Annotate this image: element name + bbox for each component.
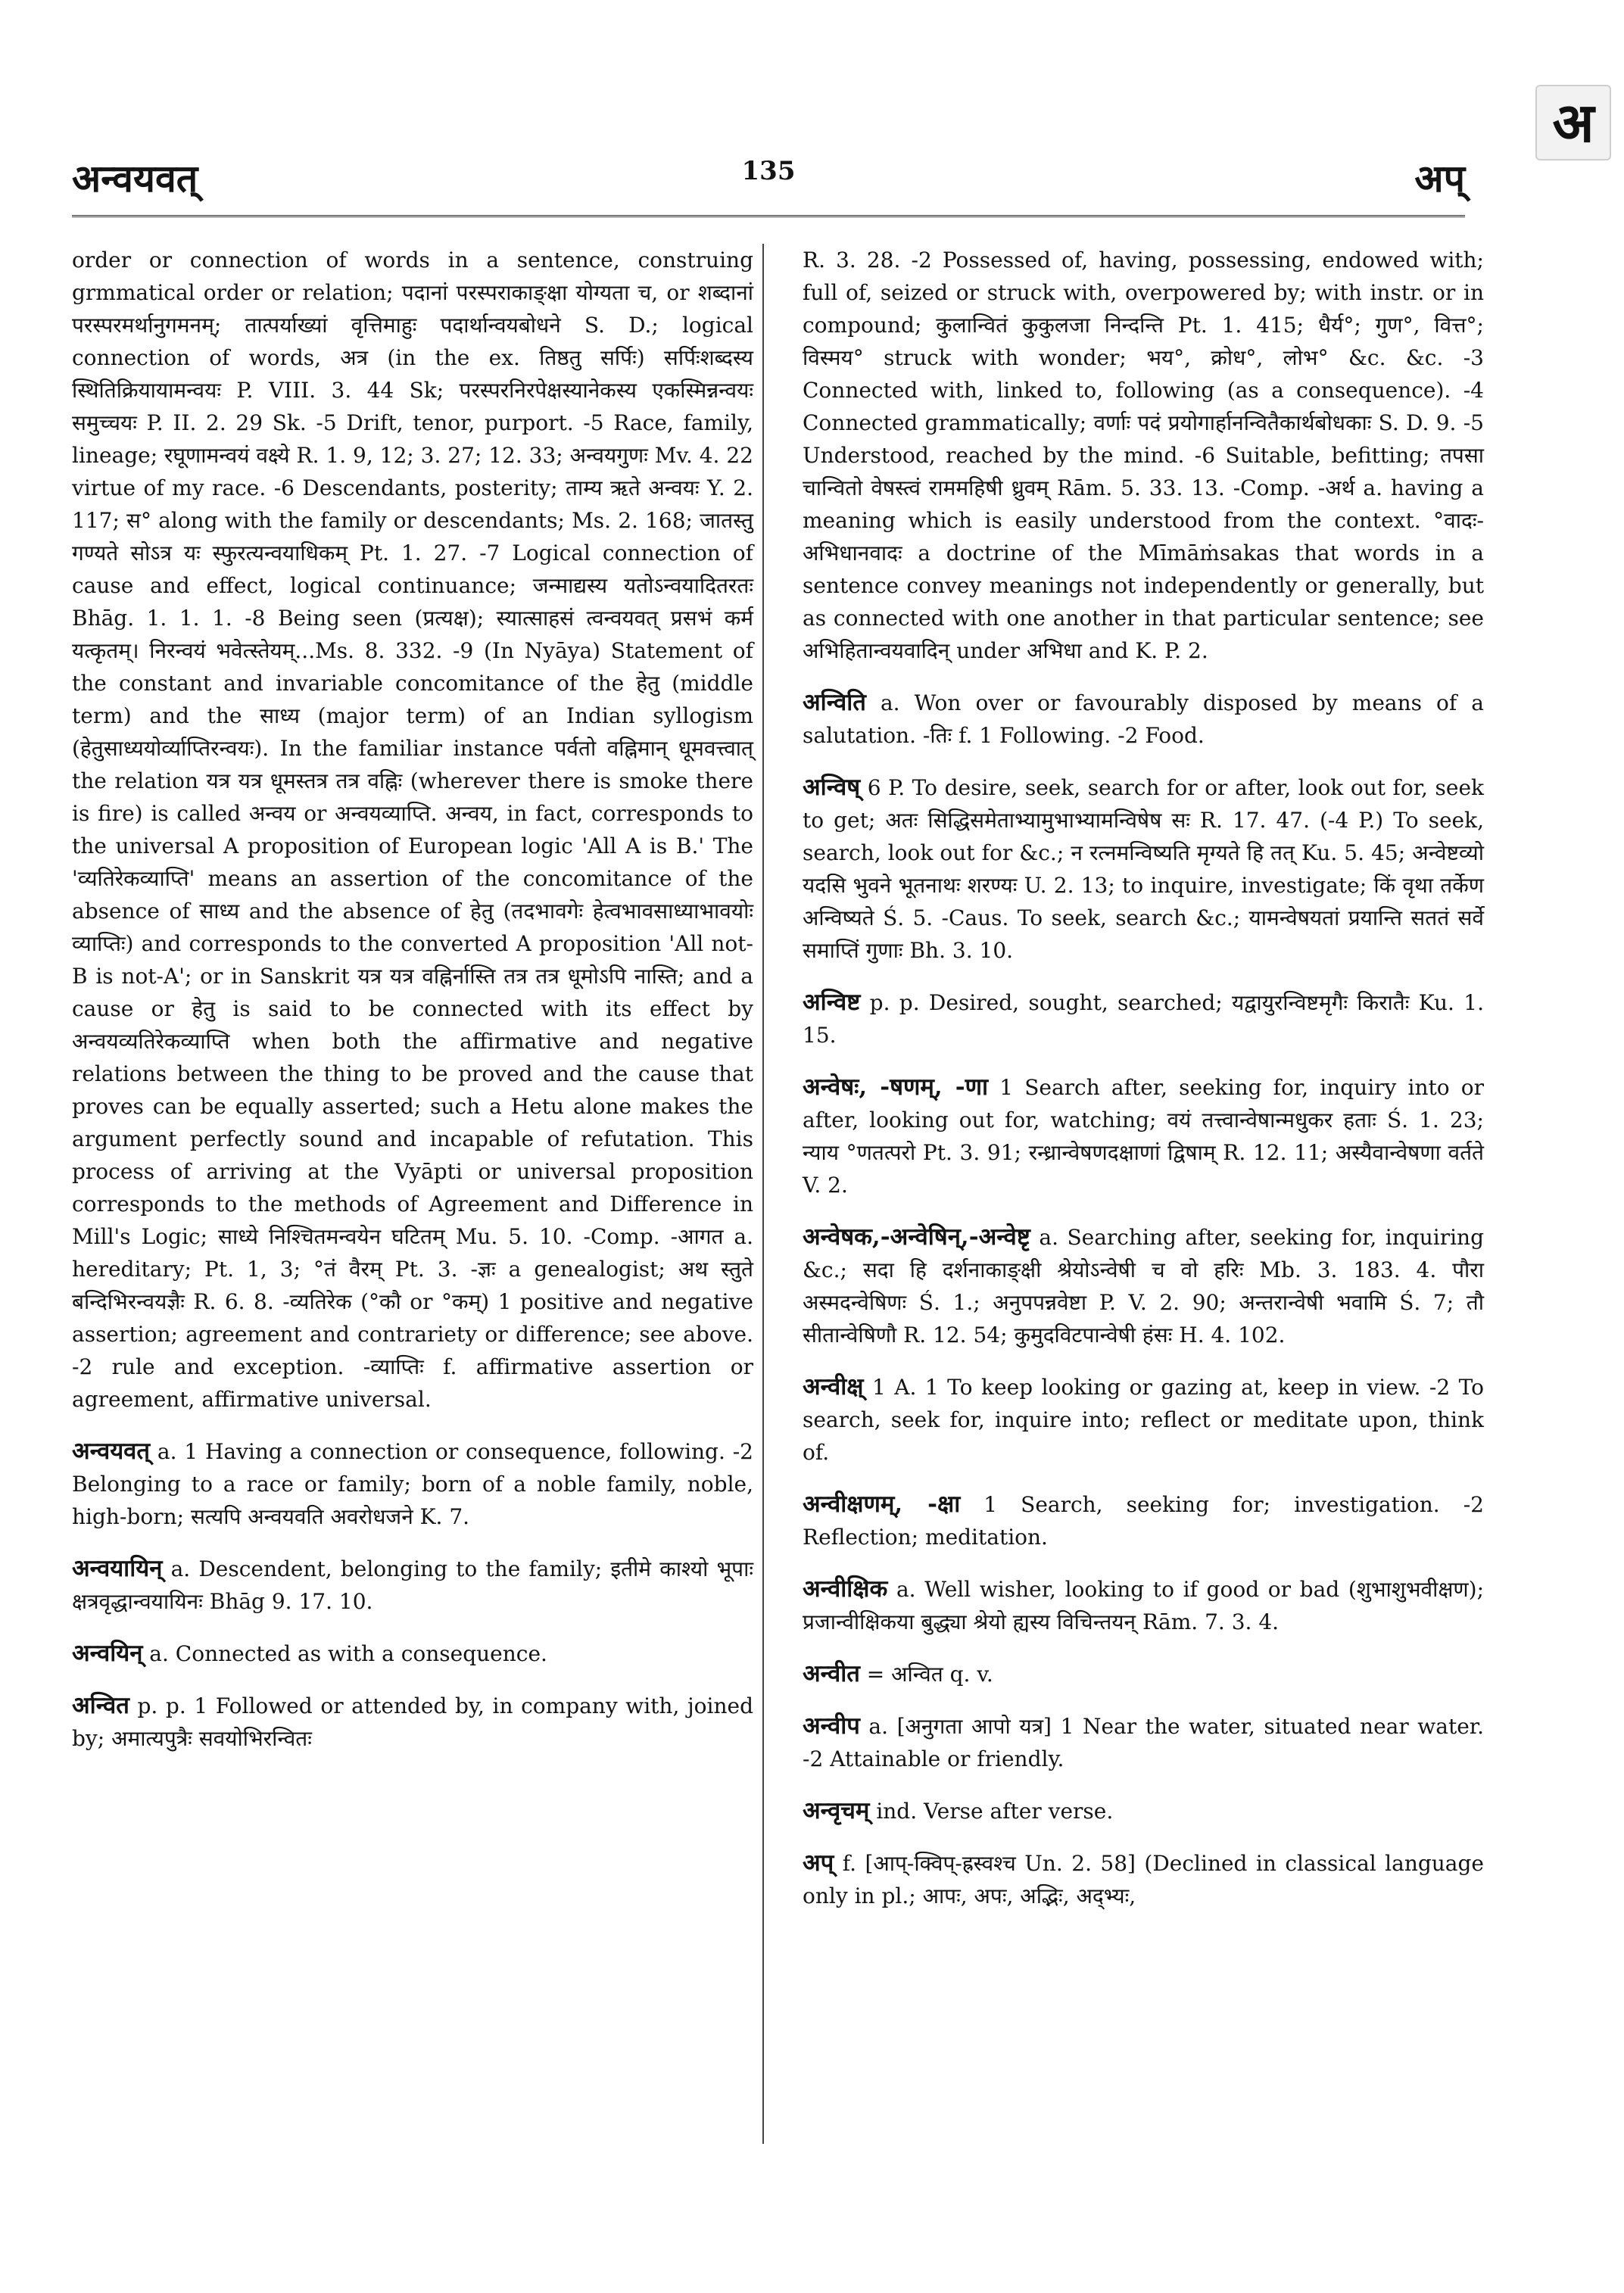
entry [803, 771, 1484, 967]
entry-text: a. Well wisher, looking to if good or bad (शुभाशुभवीक्षण); प्रजान्वीक्षिकया बुद्ध्या श्रेयो ह्यस्य विचिन्तयन् Rām. 7. 3. 4. [803, 1577, 1484, 1634]
entry-headword: अन्वेषः, -षणम्, -णा [803, 1073, 989, 1101]
entry-headword: अन्विति [803, 689, 866, 716]
entry-text: a. Searching after, seeking for, inquiring &c.; सदा हि दर्शनाकाङ्क्षी श्रेयोऽन्वेषी च वो हरिः Mb. 3. 183. 4. पौरा अस्मदन्वेषिणः Ś. 1.; अनुपपन्नवेष्टा P. V. 2. 90; अन्तरान्वेषी भवामि Ś. 7; तौ सीतान्वेषिणौ R. 12. 54; कुमुदविटपान्वेषी हंसः H. 4. 102. [803, 1225, 1484, 1347]
entry [803, 1795, 1484, 1827]
right-guide-word: अप् [1414, 156, 1465, 201]
entry-headword: अन्वीक्षणम्, -क्षा [803, 1491, 961, 1518]
entry-headword: अन्वृचम् [803, 1797, 870, 1824]
running-head [72, 151, 1465, 204]
entry [803, 1658, 1484, 1690]
entry [72, 1553, 753, 1618]
entry-headword: अन्विष् [803, 774, 861, 801]
entry-text: f. [आप्-क्विप्-ह्रस्वश्च Un. 2. 58] (Declined in classical language only in pl.; आपः, अपः, अद्भिः, अद्भ्यः, [803, 1851, 1484, 1908]
entry-text: a. Won over or favourably disposed by means of a salutation. -तिः f. 1 Following. -2 Food. [803, 690, 1484, 748]
entry-text: p. p. Desired, sought, searched; यद्वायुरन्विष्टमृगैः किरातैः Ku. 1. 15. [803, 990, 1484, 1048]
entry-text: order or connection of words in a sentence, construing grmmatical order or relation; पदानां परस्पराकाङ्क्षा योग्यता च, or शब्दानां परस्परमर्थानुगमनम्; तात्पर्याख्यां वृत्तिमाहुः पदार्थान्वयबोधने S. D.; logical connection of words, अत्र (in the ex. तिष्ठतु सर्पिः) सर्पिःशब्दस्य स्थितिक्रियायामन्वयः P. VIII. 3. 44 Sk; परस्परनिरपेक्षस्यानेकस्य एकस्मिन्नन्वयः समुच्चयः P. II. 2. 29 Sk. -5 Drift, tenor, purport. -5 Race, family, lineage; रघूणामन्वयं वक्ष्ये R. 1. 9, 12; 3. 27; 12. 33; अन्वयगुणः Mv. 4. 22 virtue of my race. -6 Descendants, posterity; ताम्य ऋते अन्वयः Y. 2. 117; स° along with the family or descendants; Ms. 2. 168; जातस्तु गण्यते सोऽत्र यः स्फुरत्यन्वयाधिकम् Pt. 1. 27. -7 Logical connection of cause and effect, logical continuance; जन्माद्यस्य यतोऽन्वयादितरतः Bhāg. 1. 1. 1. -8 Being seen (प्रत्यक्ष); स्यात्साहसं त्वन्वयवत् प्रसभं कर्म यत्कृतम्। निरन्वयं भवेत्स्तेयम्...Ms. 8. 332. -9 (In Nyāya) Statement of the constant and invariable concomitance of the हेतु (middle term) and the साध्य (major term) of an Indian syllogism (हेतुसाध्ययोर्व्याप्तिरन्वयः). In the familiar instance पर्वतो वह्निमान् धूमवत्त्वात् the relation यत्र यत्र धूमस्तत्र तत्र वह्निः (wherever there is smoke there is fire) is called अन्वय or अन्वयव्याप्ति. अन्वय, in fact, corresponds to the universal A proposition of European logic 'All A is B.' The 'व्यतिरेकव्याप्ति' means an assertion of the concomitance of the absence of साध्य and the absence of हेतु (तदभावगेः हेत्वभावसाध्याभावयोः व्याप्तिः) and corresponds to the converted A proposition 'All not-B is not-A'; or in Sanskrit यत्र यत्र वह्निर्नास्ति तत्र तत्र धूमोऽपि नास्ति; and a cause or हेतु is said to be connected with its effect by अन्वयव्यतिरेकव्याप्ति when both the affirmative and negative relations between the thing to be proved and the cause that proves can be equally asserted; such a Hetu alone makes the argument perfectly sound and incapable of refutation. This process of arriving at the Vyāpti or universal proposition corresponds to the methods of Agreement and Difference in Mill's Logic; साध्ये निश्चितमन्वयेन घटितम् Mu. 5. 10. -Comp. -आगत a. hereditary; Pt. 1, 3; °तं वैरम् Pt. 3. -ज्ञः a genealogist; अथ स्तुते बन्दिभिरन्वयज्ञैः R. 6. 8. -व्यतिरेक (°कौ or °कम्) 1 positive and negative assertion; agreement and contrariety or difference; see above. -2 rule and exception. -व्याप्तिः f. affirmative assertion or agreement, affirmative universal. [72, 248, 753, 1412]
entry-continued [803, 244, 1484, 667]
entry-text: a. 1 Having a connection or consequence, following. -2 Belonging to a race or family; born of a noble family, noble, high-born; सत्यपि अन्वयवति अवरोधजने K. 7. [72, 1439, 753, 1529]
page-number: 135 [741, 156, 796, 186]
right-column [803, 244, 1484, 1932]
entry-headword: अन्वीक्ष् [803, 1373, 864, 1400]
entry [803, 1847, 1484, 1912]
entry [803, 1573, 1484, 1638]
entry-headword: अन्वयायिन् [72, 1555, 163, 1582]
entry-text: 1 A. 1 To keep looking or gazing at, keep in view. -2 To search, seek for, inquire into; reflect or meditate upon, think of. [803, 1375, 1484, 1465]
entry-headword: अन्वीप [803, 1712, 860, 1740]
entry [803, 1710, 1484, 1775]
entry [72, 1637, 753, 1670]
entry-headword: अन्वयवत् [72, 1438, 151, 1465]
entry [803, 986, 1484, 1051]
entry [803, 1488, 1484, 1553]
entry-text: R. 3. 28. -2 Possessed of, having, possessing, endowed with; full of, seized or struck with, overpowered by; with instr. or in compound; कुलान्वितं कुकुलजा निन्दन्ति Pt. 1. 415; धैर्य°; गुण°, वित्त°; विस्मय° struck with wonder; भय°, क्रोध°, लोभ° &c. &c. -3 Connected with, linked to, following (as a consequence). -4 Connected grammatically; वर्णाः पदं प्रयोगार्हानन्वितैकार्थबोधकाः S. D. 9. -5 Understood, reached by the mind. -6 Suitable, befitting; तपसा चान्वितो वेषस्त्वं राममहिषी ध्रुवम् Rām. 5. 33. 13. -Comp. -अर्थ a. having a meaning which is easily understood from the context. °वादः-अभिधानवादः a doctrine of the Mīmāṁsakas that words in a sentence convey meanings not independently or generally, but as connected with one another in that particular sentence; see अभिहितान्वयवादिन् under अभिधा and K. P. 2. [803, 248, 1484, 663]
entry [803, 1071, 1484, 1201]
left-guide-word: अन्वयवत् [72, 156, 198, 201]
entry-text: 1 Search, seeking for; investigation. -2 Reflection; meditation. [803, 1492, 1485, 1550]
entry [803, 1371, 1484, 1469]
left-column [72, 244, 753, 1774]
column-divider [762, 244, 764, 2144]
entry-text: ind. Verse after verse. [869, 1799, 1114, 1824]
thumb-index-tab: अ [1535, 85, 1611, 160]
entry-text: a. Descendent, belonging to the family; इतीमे काश्यो भूपाः क्षत्रवृद्धान्वयायिनः Bhāg 9. 17. 10. [72, 1556, 753, 1614]
entry-headword: अन्वयिन् [72, 1640, 143, 1667]
entry-text: = अन्वित q. v. [859, 1662, 993, 1687]
entry [803, 1221, 1484, 1351]
entry-text: 6 P. To desire, seek, search for or after, look out for, seek to get; अतः सिद्धिसमेताभ्यामुभाभ्यामन्विषेष सः R. 17. 47. (-4 P.) To seek, search, look out for &c.; न रत्नमन्विष्यति मृग्यते हि तत् Ku. 5. 45; अन्वेष्टव्यो यदसि भुवने भूतनाथः शरण्यः U. 2. 13; to inquire, investigate; किं वृथा तर्केण अन्विष्यते Ś. 5. -Caus. To seek, search &c.; यामन्वेषयतां प्रयान्ति सततं सर्वे समाप्तिं गुणाः Bh. 3. 10. [803, 775, 1484, 963]
entry-headword: अन्वीत [803, 1660, 860, 1687]
entry-headword: अप् [803, 1849, 834, 1877]
entry [803, 687, 1484, 752]
entry-headword: अन्वेषक,-अन्वेषिन्,-अन्वेष्टृ [803, 1223, 1030, 1251]
entry [72, 1690, 753, 1755]
entry-text: a. [अनुगता आपो यत्र] 1 Near the water, situated near water. -2 Attainable or friendly. [803, 1714, 1484, 1771]
entry-text: a. Connected as with a consequence. [142, 1641, 547, 1666]
entry-headword: अन्वीक्षिक [803, 1575, 888, 1603]
entry-text: 1 Search after, seeking for, inquiry into or after, looking out for, watching; वयं तत्त्वान्वेषान्मधुकर हताः Ś. 1. 23; न्याय °णतत्परो Pt. 3. 91; रन्ध्रान्वेषणदक्षाणां द्विषाम् R. 12. 11; अस्यैवान्वेषणा वर्तते V. 2. [803, 1075, 1484, 1198]
header-rule [72, 215, 1465, 217]
entry-continued [72, 244, 753, 1416]
entry-headword: अन्वित [72, 1692, 129, 1719]
entry-text: p. p. 1 Followed or attended by, in company with, joined by; अमात्यपुत्रैः सवयोभिरन्वितः [72, 1693, 753, 1751]
entry-headword: अन्विष्ट [803, 989, 861, 1016]
entry [72, 1435, 753, 1533]
